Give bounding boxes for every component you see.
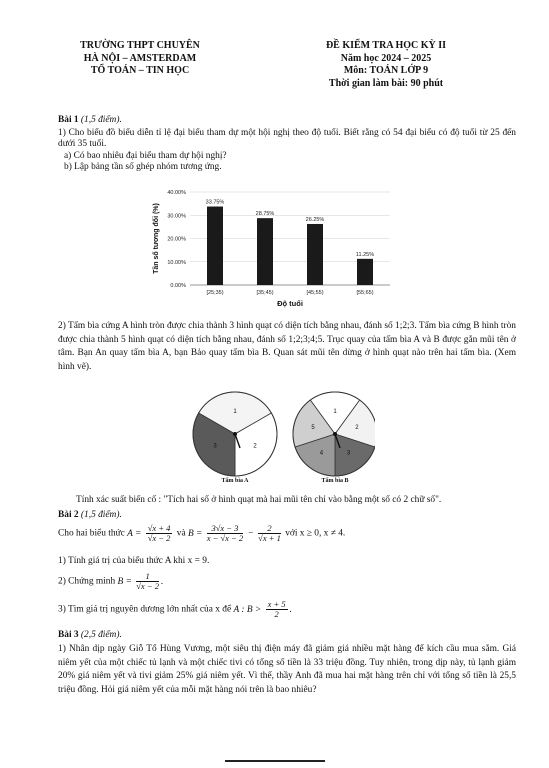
spinner-b-sector-label: 5 bbox=[311, 424, 315, 431]
bai2-q3-line bbox=[58, 600, 516, 619]
expression-a: A = $\frac{√x + 4}{√x - 2}$ bbox=[127, 523, 171, 543]
bai1-heading bbox=[58, 115, 516, 126]
school-name-header bbox=[40, 40, 240, 78]
bai1-q2: 2) Tấm bìa cứng A hình tròn được chia thành 3 hình quạt có diện tích bằng nhau, đánh số 1;2;3. Tấm bìa cứng B hình tròn được chia thành 5 hình quạt có diện tích bằng nhau, đánh số 1;2;3;4;5. Trục quay của tấm bìa A và B được gắn mũi tên ở tâm. Bạn An quay tấm bìa A, bạn Bảo quay tấm bìa B. Quan sát mũi tên dừng ở hình quạt nào trên hai tấm bìa. (Xem hình vẽ). bbox=[58, 321, 516, 372]
bai2-expressions bbox=[58, 524, 516, 543]
spinner-b-sector-label: 1 bbox=[333, 408, 337, 415]
school-year: Năm học 2024 – 2025 bbox=[340, 52, 432, 64]
spinner-b-sector-label: 2 bbox=[355, 424, 359, 431]
bai2-heading bbox=[58, 510, 516, 521]
x-tick-label: [45;55) bbox=[306, 290, 324, 296]
x-tick-label: [25;35) bbox=[206, 290, 224, 296]
school-line-1: TRƯỜNG THPT CHUYÊN bbox=[80, 40, 200, 51]
spinner-b-sector-label: 4 bbox=[319, 450, 324, 457]
exam-info-header bbox=[286, 40, 486, 90]
bar bbox=[357, 259, 373, 285]
subject: Môn: TOÁN LỚP 9 bbox=[343, 65, 429, 76]
caption-spinner-b: Tấm bìa B bbox=[321, 478, 349, 484]
bai1-qa: a) Có bao nhiêu đại biểu tham dự hội nghị? bbox=[64, 151, 227, 161]
y-tick-label: 0.00% bbox=[170, 283, 186, 289]
bar-value-label: 28.75% bbox=[255, 211, 275, 218]
bai2-title: Bài 2 bbox=[58, 510, 79, 520]
bai2-q3: 3) Tìm giá trị nguyên dương lớn nhất của x để bbox=[58, 604, 232, 615]
expression-b-simplified: B = $\frac{1}{√x - 2}$ . bbox=[117, 571, 164, 591]
spinner-a-sector-label: 2 bbox=[253, 443, 257, 450]
bai1-q1: 1) Cho biểu đồ biểu diễn tỉ lệ đại biểu tham dự một hội nghị theo độ tuổi. Biết rằng có 54 đại biểu có độ tuổi từ 25 đến dưới 35 tuổi. bbox=[58, 128, 516, 150]
y-axis-title: Tần số tương đối (%) bbox=[153, 203, 160, 274]
bai3-points: (2,5 điểm). bbox=[80, 630, 122, 640]
x-tick-label: [35;45) bbox=[256, 290, 274, 296]
age-bar-chart bbox=[140, 180, 420, 320]
spinners-figure bbox=[175, 388, 375, 488]
bai1-qb: b) Lập bảng tần số ghép nhóm tương ứng. bbox=[64, 162, 222, 172]
bai1-title: Bài 1 bbox=[58, 115, 79, 125]
exam-title: ĐỀ KIỂM TRA HỌC KỲ II bbox=[325, 40, 447, 51]
bar-value-label: 26.25% bbox=[305, 216, 325, 223]
y-tick-label: 20.00% bbox=[167, 236, 186, 243]
x-axis-title: Độ tuổi bbox=[277, 299, 303, 308]
bai2-q1: 1) Tính giá trị của biểu thức A khi x = 9. bbox=[58, 556, 210, 566]
spinner-a-sector-label: 1 bbox=[233, 408, 237, 415]
y-tick-label: 10.00% bbox=[167, 259, 186, 266]
bar bbox=[307, 224, 323, 285]
bai1-points: (1,5 điểm). bbox=[80, 115, 122, 125]
bai3-title: Bài 3 bbox=[58, 630, 79, 640]
bar bbox=[257, 218, 273, 285]
bai2-condition: với x ≥ 0, x ≠ 4. bbox=[285, 528, 346, 539]
bai2-intro: Cho hai biểu thức bbox=[58, 528, 125, 539]
y-tick-label: 40.00% bbox=[167, 190, 186, 196]
y-tick-label: 30.00% bbox=[167, 213, 186, 220]
bai2-q2: 2) Chứng minh bbox=[58, 576, 116, 587]
bai3-heading bbox=[58, 630, 516, 641]
bar-value-label: 11.25% bbox=[355, 251, 375, 258]
spinner-b-sector-label: 3 bbox=[346, 450, 351, 457]
exam-time: Thời gian làm bài: 90 phút bbox=[328, 77, 444, 89]
bai2-points: (1,5 điểm). bbox=[80, 510, 122, 520]
bai1-q2-task: Tính xác suất biến cố : "Tích hai số ở hình quạt mà hai mũi tên chỉ vào bằng một số có 2 chữ số". bbox=[76, 495, 442, 505]
bai3-q1: 1) Nhân dịp ngày Giỗ Tổ Hùng Vương, một siêu thị điện máy đã giảm giá nhiều mặt hàng để kích cầu mua sắm. Giá niêm yết của một chiếc tủ lạnh và một chiếc tivi có tổng số tiền là 33 triệu đồng. Tuy nhiên, trong dịp này, tủ lạnh giảm 20% giá niêm yết và tivi giảm 25% giá niêm yết. Vì thế, thầy Anh đã mua hai mặt hàng trên chỉ với tổng số tiền là 25,5 triệu đồng. Hỏi giá niêm yết của mỗi mặt hàng nói trên là bao nhiêu? bbox=[58, 644, 516, 695]
bar-value-label: 33.75% bbox=[205, 199, 225, 206]
x-tick-label: [55;65) bbox=[356, 290, 374, 296]
bar bbox=[207, 207, 223, 285]
bai2-and: và bbox=[176, 528, 186, 539]
spinner-a-sector-label: 3 bbox=[213, 443, 217, 450]
footer-rule bbox=[225, 760, 325, 762]
caption-spinner-a: Tấm bìa A bbox=[221, 478, 249, 484]
school-line-2: HÀ NỘI – AMSTERDAM bbox=[83, 52, 197, 64]
expression-b: B = $\frac{3√x - 3}{x - √x - 2}$ − $\frac{2}{√x + 1}$ bbox=[187, 523, 281, 543]
bai2-q2-line bbox=[58, 572, 516, 591]
inequality-a-over-b: A : B > $\frac{x + 5}{2}$ . bbox=[233, 599, 292, 619]
school-line-3: TỔ TOÁN – TIN HỌC bbox=[90, 65, 190, 76]
